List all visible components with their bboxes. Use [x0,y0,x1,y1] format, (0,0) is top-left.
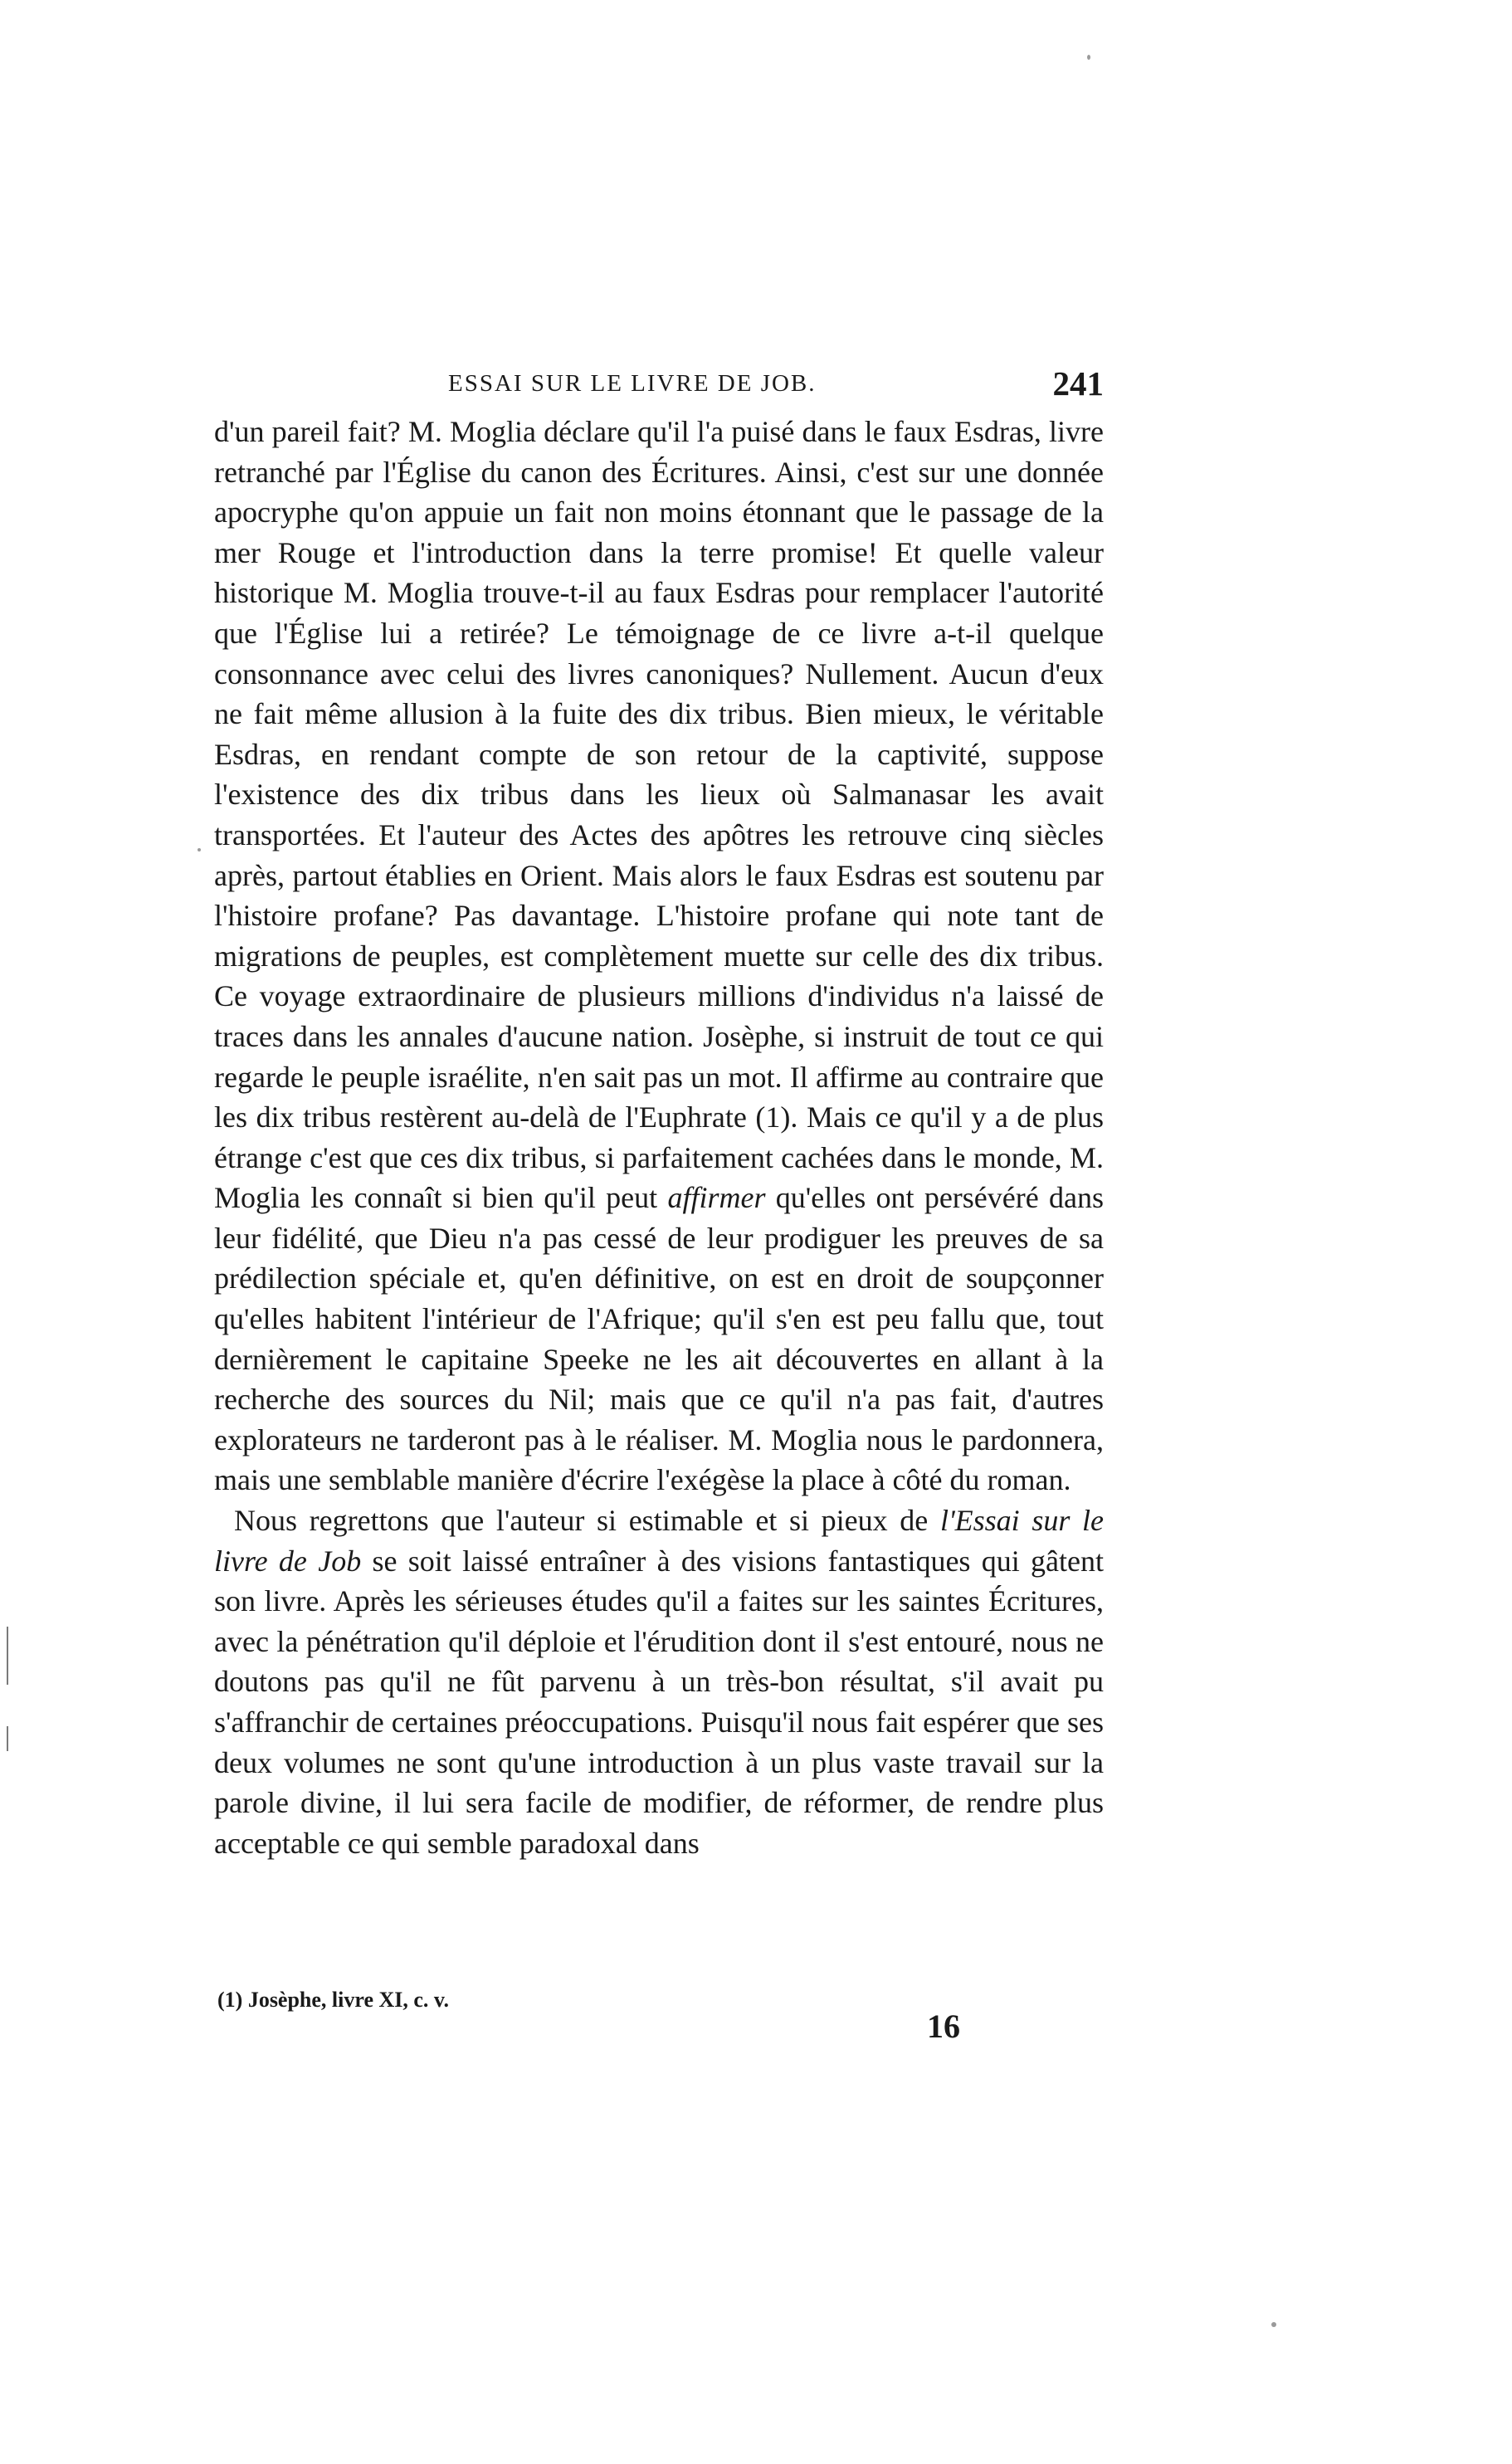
paragraph-1-text-b: qu'elles ont persévéré dans leur fidélité, que Dieu n'a pas cessé de leur prodiguer les preuves de sa prédilection spéciale et, qu'en définitive, on est en droit de soupçonner qu'elles habitent l'intérieur de l'Afrique; qu'il s'en est peu fallu que, tout dernièrement le capitaine Speeke ne les ait découvertes en allant à la recherche des sources du Nil; mais que ce qu'il n'a pas fait, d'autres explorateurs ne tarderont pas à le réaliser. M. Moglia nous le pardonnera, mais une semblable manière d'écrire l'exégèse la place à côté du roman. [214,1181,1105,1497]
signature-mark: 16 [927,2008,960,2045]
paragraph-1 [214,412,1104,1500]
paragraph-2-text-a: Nous regrettons que l'auteur si estimable et si pieux de [234,1504,940,1538]
scan-speck [1271,2322,1276,2327]
page-number: 241 [1052,364,1104,403]
body-text [214,412,1104,1863]
scan-speck [198,848,201,851]
footnote: (1) Josèphe, livre XI, c. v. [217,1988,449,2012]
scan-margin-line [7,1726,8,1751]
running-title: ESSAI SUR LE LIVRE DE JOB. [448,370,817,397]
scan-margin-line [7,1627,8,1685]
paragraph-2 [214,1500,1104,1863]
running-head [214,364,1104,413]
paragraph-1-text-a: d'un pareil fait? M. Moglia déclare qu'il l'a puisé dans le faux Esdras, livre retranché par l'Église du canon des Écritures. Ainsi, c'est sur une donnée apocryphe qu'on appuie un fait non moins étonnant que le passage de la mer Rouge et l'introduction dans la terre promise! Et quelle valeur historique M. Moglia trouve-t-il au faux Esdras pour remplacer l'autorité que l'Église lui a retirée? Le témoignage de ce livre a-t-il quelque consonnance avec celui des livres canoniques? Nullement. Aucun d'eux ne fait même allusion à la fuite des dix tribus. Bien mieux, le véritable Esdras, en rendant compte de son retour de la captivité, suppose l'existence des dix tribus dans les lieux où Salmanasar les avait transportées. Et l'auteur des Actes des apôtres les retrouve cinq siècles après, partout établies en Orient. Mais alors le faux Esdras est soutenu par l'histoire profane? Pas davantage. L'histoire profane qui note tant de migrations de peuples, est complètement muette sur celle des dix tribus. Ce voyage extraordinaire de plusieurs millions d'individus n'a laissé de traces dans les annales d'aucune nation. Josèphe, si instruit de tout ce qui regarde le peuple israélite, n'en sait pas un mot. Il affirme au contraire que les dix tribus restèrent au-delà de l'Euphrate (1). Mais ce qu'il y a de plus étrange c'est que ces dix tribus, si parfaitement cachées dans le monde, M. Moglia les connaît si bien qu'il peut [214,415,1104,1215]
scan-speck [1087,55,1090,60]
paragraph-2-text-b: se soit laissé entraîner à des visions fantastiques qui gâtent son livre. Après les sérieuses études qu'il a faites sur les saintes Écritures, avec la pénétration qu'il déploie et l'érudition dont il s'est entouré, nous ne doutons pas qu'il ne fût parvenu à un très-bon résultat, s'il avait pu s'affranchir de certaines préoccupations. Puisqu'il nous fait espérer que ses deux volumes ne sont qu'une introduction à un plus vaste travail sur la parole divine, il lui sera facile de modifier, de réformer, de rendre plus acceptable ce qui semble paradoxal dans [214,1544,1104,1860]
paragraph-2-book-title: l'Essai sur le livre de Job [214,1504,1104,1578]
paragraph-1-emphasis: affirmer [667,1181,766,1215]
